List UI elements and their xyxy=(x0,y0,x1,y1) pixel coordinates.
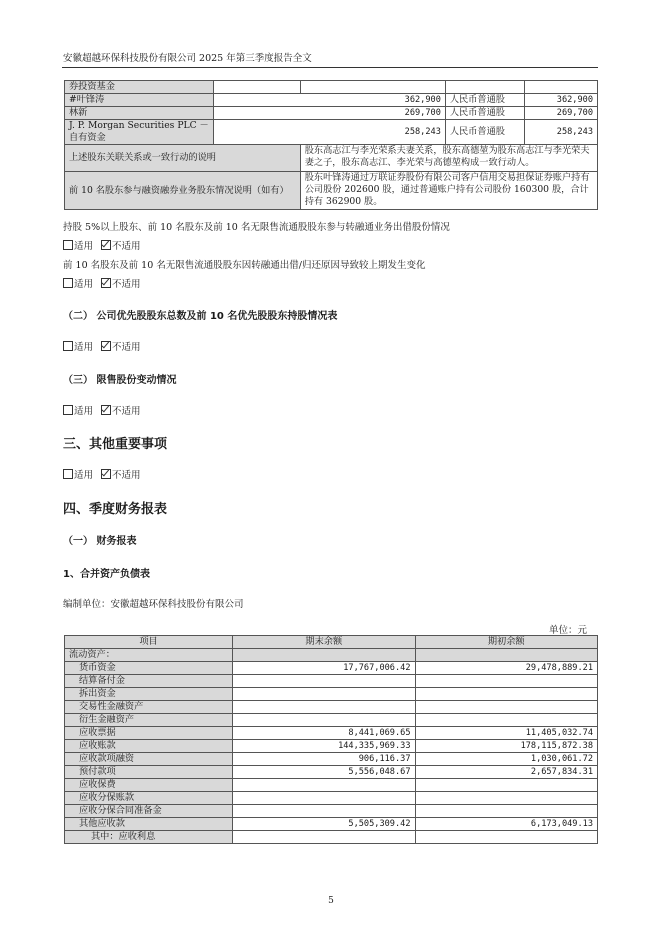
share-count: 258,243 xyxy=(524,120,597,145)
related-label: 上述股东关联关系或一致行动的说明 xyxy=(65,145,301,172)
holder-shares: 258,243 xyxy=(213,120,445,145)
row-label: 其中：应收利息 xyxy=(65,831,233,844)
option-line xyxy=(63,339,141,353)
option-line xyxy=(63,403,141,417)
end-balance: 5,556,048.67 xyxy=(233,766,415,779)
column-header: 期末余额 xyxy=(233,636,415,649)
table-row xyxy=(65,675,598,688)
row-label: 应收票据 xyxy=(65,727,233,740)
margin-text: 股东叶锋涛通过万联证券股份有限公司客户信用交易担保证券账户持有公司股份 202600 股，通过普通账户持有公司股份 160300 股，合计持有 362900 股。 xyxy=(300,172,597,210)
row-label: 结算备付金 xyxy=(65,675,233,688)
share-count: 269,700 xyxy=(524,107,597,120)
table-row xyxy=(65,753,598,766)
table-row xyxy=(65,688,598,701)
row-label: 预付款项 xyxy=(65,766,233,779)
section-heading: 1、合并资产负债表 xyxy=(63,569,150,580)
table-row xyxy=(65,662,598,675)
table-row xyxy=(65,792,598,805)
option-not-applicable: 不适用 xyxy=(112,406,141,417)
end-balance xyxy=(233,675,415,688)
end-balance xyxy=(233,688,415,701)
checkbox-checked-icon xyxy=(101,405,111,415)
begin-balance xyxy=(415,779,598,792)
share-type: 人民币普通股 xyxy=(445,107,524,120)
row-label: 交易性金融资产 xyxy=(65,701,233,714)
section-heading: 四、季度财务报表 xyxy=(63,502,168,517)
begin-balance xyxy=(415,675,598,688)
table-row xyxy=(65,120,598,145)
end-balance xyxy=(233,792,415,805)
end-balance: 17,767,006.42 xyxy=(233,662,415,675)
unit-label: 单位：元 xyxy=(548,625,587,636)
checkbox-unchecked-icon xyxy=(63,341,73,351)
end-balance xyxy=(233,831,415,844)
page-number: 5 xyxy=(328,896,334,906)
option-applicable: 适用 xyxy=(74,406,94,417)
table-row xyxy=(65,94,598,107)
end-balance xyxy=(233,805,415,818)
table-header-row xyxy=(65,636,598,649)
section-heading: （一） 财务报表 xyxy=(63,536,137,547)
end-balance: 906,116.37 xyxy=(233,753,415,766)
end-balance xyxy=(233,779,415,792)
section-heading: （三） 限售股份变动情况 xyxy=(63,375,177,386)
column-header: 项目 xyxy=(65,636,233,649)
holder-shares: 269,700 xyxy=(213,107,445,120)
table-row xyxy=(65,805,598,818)
begin-balance xyxy=(415,701,598,714)
holder-name: J. P. Morgan Securities PLC －自有资金 xyxy=(65,120,214,145)
table-row xyxy=(65,145,598,172)
table-row xyxy=(65,727,598,740)
holder-name: 券投资基金 xyxy=(65,81,214,94)
begin-balance xyxy=(415,714,598,727)
checkbox-unchecked-icon xyxy=(63,240,73,250)
begin-balance: 178,115,872.38 xyxy=(415,740,598,753)
holder-shares xyxy=(213,81,300,94)
top-holders-table xyxy=(64,80,598,210)
share-count: 362,900 xyxy=(524,94,597,107)
checkbox-checked-icon xyxy=(101,469,111,479)
section-heading: 三、其他重要事项 xyxy=(63,437,168,452)
share-count xyxy=(524,81,597,94)
table-row xyxy=(65,766,598,779)
table-row xyxy=(65,779,598,792)
end-balance xyxy=(233,701,415,714)
balance-sheet-table xyxy=(64,635,598,844)
holder-name: #叶锋涛 xyxy=(65,94,214,107)
checkbox-unchecked-icon xyxy=(63,278,73,288)
change-paragraph: 前 10 名股东及前 10 名无限售流通股股东因转融通出借/归还原因导致较上期发生变化 xyxy=(63,260,426,271)
row-label: 应收保费 xyxy=(65,779,233,792)
end-balance: 8,441,069.65 xyxy=(233,727,415,740)
checkbox-unchecked-icon xyxy=(63,405,73,415)
row-label: 应收分保合同准备金 xyxy=(65,805,233,818)
row-label: 拆出资金 xyxy=(65,688,233,701)
option-not-applicable: 不适用 xyxy=(112,279,141,290)
page-header: 安徽超越环保科技股份有限公司 2025 年第三季度报告全文 xyxy=(63,53,312,64)
row-label: 应收分保账款 xyxy=(65,792,233,805)
checkbox-unchecked-icon xyxy=(63,469,73,479)
compiler-line: 编制单位：安徽超越环保科技股份有限公司 xyxy=(63,599,244,610)
row-label: 应收账款 xyxy=(65,740,233,753)
column-header: 期初余额 xyxy=(415,636,598,649)
option-not-applicable: 不适用 xyxy=(112,470,141,481)
row-label: 其他应收款 xyxy=(65,818,233,831)
section-heading: （二） 公司优先股股东总数及前 10 名优先股股东持股情况表 xyxy=(63,311,338,322)
end-balance: 144,335,969.33 xyxy=(233,740,415,753)
holder-shares: 362,900 xyxy=(213,94,445,107)
share-type: 人民币普通股 xyxy=(445,94,524,107)
table-row xyxy=(65,81,598,94)
option-applicable: 适用 xyxy=(74,342,94,353)
row-label: 应收款项融资 xyxy=(65,753,233,766)
option-applicable: 适用 xyxy=(74,470,94,481)
end-balance xyxy=(233,714,415,727)
table-row xyxy=(65,831,598,844)
table-row xyxy=(65,649,598,662)
holder-name: 林新 xyxy=(65,107,214,120)
table-row xyxy=(65,701,598,714)
option-applicable: 适用 xyxy=(74,279,94,290)
option-not-applicable: 不适用 xyxy=(112,241,141,252)
checkbox-checked-icon xyxy=(101,278,111,288)
begin-balance xyxy=(415,805,598,818)
checkbox-checked-icon xyxy=(101,240,111,250)
table-row xyxy=(65,818,598,831)
share-type: 人民币普通股 xyxy=(445,120,524,145)
end-balance: 5,505,309.42 xyxy=(233,818,415,831)
row-label: 货币资金 xyxy=(65,662,233,675)
option-not-applicable: 不适用 xyxy=(112,342,141,353)
begin-balance: 6,173,049.13 xyxy=(415,818,598,831)
begin-balance xyxy=(415,688,598,701)
table-row xyxy=(65,107,598,120)
lending-paragraph: 持股 5%以上股东、前 10 名股东及前 10 名无限售流通股股东参与转融通业务出借股份情况 xyxy=(63,222,450,233)
share-type xyxy=(445,81,524,94)
row-label: 衍生金融资产 xyxy=(65,714,233,727)
table-row xyxy=(65,714,598,727)
begin-balance xyxy=(415,831,598,844)
checkbox-checked-icon xyxy=(101,341,111,351)
begin-balance xyxy=(415,792,598,805)
option-applicable: 适用 xyxy=(74,241,94,252)
table-row xyxy=(65,740,598,753)
option-line xyxy=(63,467,141,481)
margin-label: 前 10 名股东参与融资融券业务股东情况说明（如有） xyxy=(65,172,301,210)
related-text: 股东高志江与李光荣系夫妻关系，股东高德堃为股东高志江与李光荣夫妻之子，股东高志江、李光荣与高德堃构成一致行动人。 xyxy=(300,145,597,172)
begin-balance: 2,657,834.31 xyxy=(415,766,598,779)
row-label: 流动资产： xyxy=(65,649,233,662)
option-line xyxy=(63,276,141,290)
option-line xyxy=(63,238,141,252)
begin-balance: 1,030,061.72 xyxy=(415,753,598,766)
begin-balance: 11,405,032.74 xyxy=(415,727,598,740)
begin-balance: 29,478,889.21 xyxy=(415,662,598,675)
table-row xyxy=(65,172,598,210)
header-divider xyxy=(62,67,598,68)
